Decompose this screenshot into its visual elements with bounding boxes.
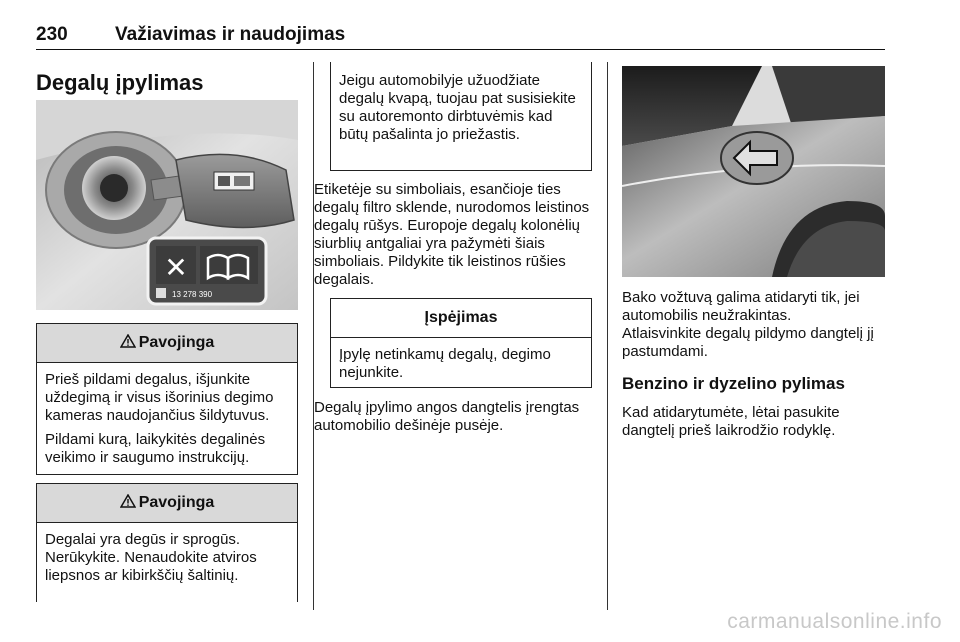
warning-title-1: Pavojinga (138, 334, 215, 351)
push-flap-paragraph: Atlaisvinkite degalų pildymo dangtelį jį pastumdami. (622, 325, 874, 360)
warning-triangle-icon (120, 494, 136, 508)
warning-title-2: Pavojinga (138, 494, 215, 511)
chapter-title: Važiavimas ir naudojimas (115, 24, 346, 45)
warning-text-1a: Prieš pildami degalus, išjunkite uždegimą ir visus išorinius degimo kameras naudojančius šildytuvus. (45, 371, 274, 424)
section-title: Degalų įpylimas (36, 70, 204, 95)
figure-label-code: 13 278 390 (172, 290, 213, 299)
column-divider-1 (313, 62, 314, 610)
warning-text-1b: Pildami kurą, laikykitės degalinės veikimo ir saugumo instrukcijų. (45, 431, 266, 466)
warning-triangle-icon (120, 334, 136, 348)
notice-text: Įpylę netinkamų degalų, degimo nejunkite. (339, 346, 551, 381)
page-number: 230 (36, 24, 68, 45)
unlock-paragraph: Bako vožtuvą galima atidaryti tik, jei automobilis neužrakintas. (622, 289, 860, 324)
watermark: carmanualsonline.info (727, 610, 942, 633)
fuel-filler-photo (36, 100, 298, 310)
car-fuel-flap-photo (622, 66, 885, 277)
header-rule (36, 49, 885, 50)
warning-box-1-continued (330, 62, 592, 171)
warning-header-2 (37, 484, 297, 523)
warning-header-1 (37, 324, 297, 363)
notice-header (331, 299, 591, 338)
filler-location-paragraph: Degalų įpylimo angos dangtelis įrengtas automobilio dešinėje pusėje. (314, 399, 580, 434)
open-cap-paragraph: Kad atidarytumėte, lėtai pasukite dangtelį prieš laikrodžio rodyklę. (622, 404, 840, 439)
warning-box-1 (36, 323, 298, 475)
warning-continued-text: Jeigu automobilyje užuodžiate degalų kvapą, tuojau pat susisiekite su autoremonto dirbtuvėmis kad būtų pašalinta jo priežastis. (339, 72, 576, 143)
crossed-out-symbol: ✕ (164, 251, 188, 284)
fuel-label-paragraph: Etiketėje su simboliais, esančioje ties degalų filtro sklende, nurodomos leistinos degalų rūšys. Europoje degalų kolonėlių siurblių antgaliai yra pažymėti šiais simboliais. Pildykite tik leistinos rūšies degalais. (314, 181, 590, 288)
notice-box (330, 298, 592, 388)
column-divider-2 (607, 62, 608, 610)
warning-text-2: Degalai yra degūs ir sprogūs. Nerūkykite. Nenaudokite atviros liepsnos ar kibirkščių šaltinių. (45, 531, 257, 584)
notice-title: Įspėjimas (424, 309, 498, 326)
warning-box-2 (36, 483, 298, 602)
refuel-subheading: Benzino ir dyzelino pylimas (622, 374, 845, 393)
